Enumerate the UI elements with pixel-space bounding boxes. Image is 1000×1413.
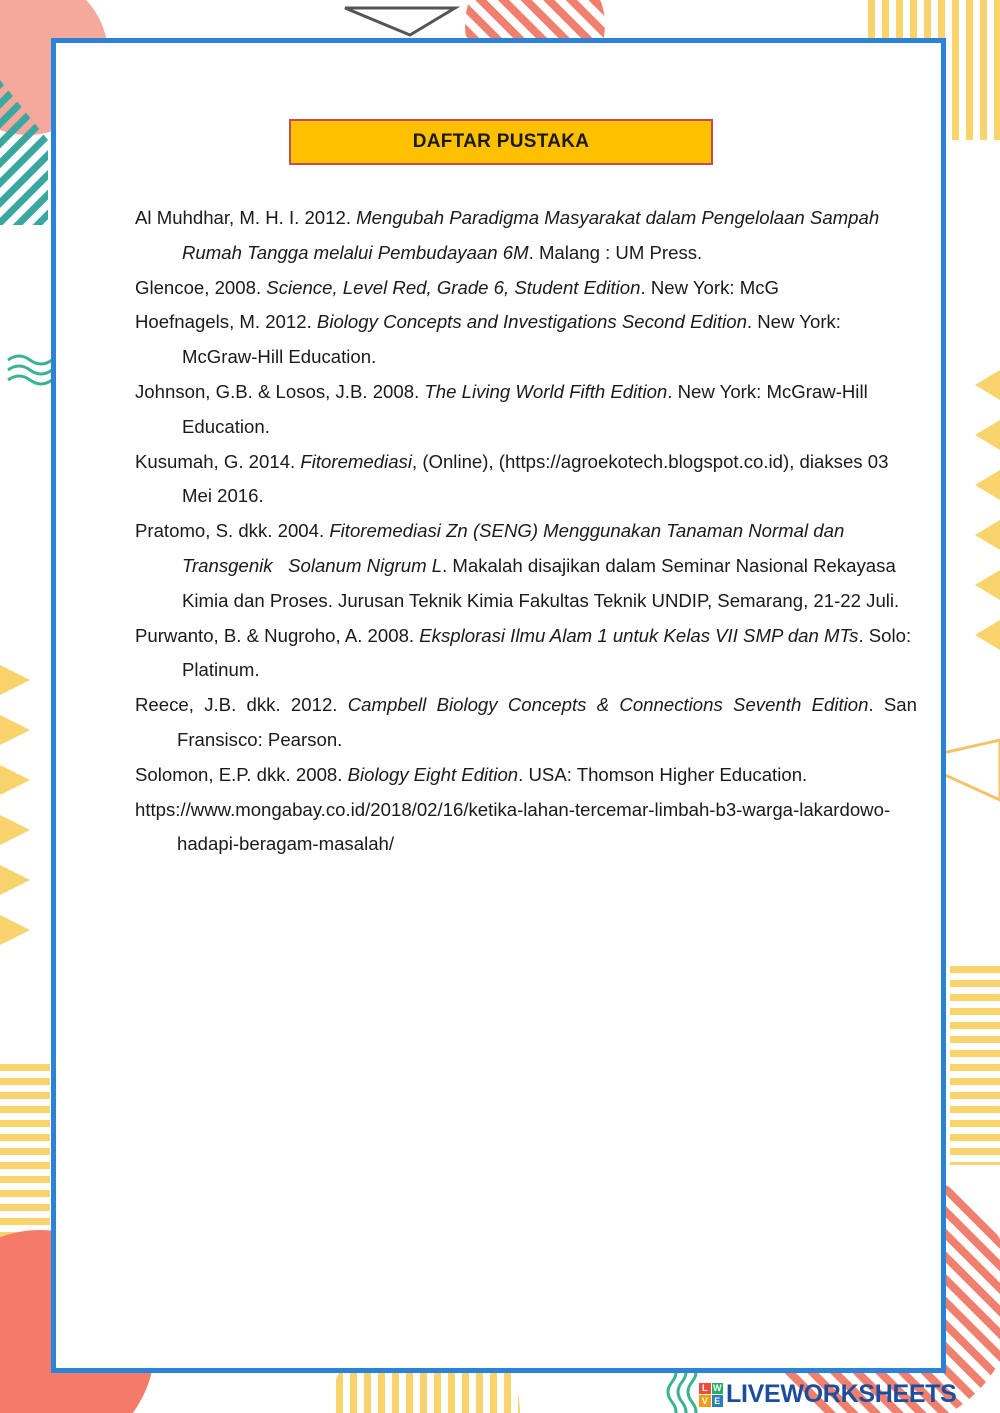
reference-item: Reece, J.B. dkk. 2012. Campbell Biology Concepts & Connections Seventh Edition. San Fransisco: Pearson. bbox=[135, 694, 917, 750]
reference-item: Purwanto, B. & Nugroho, A. 2008. Eksplorasi Ilmu Alam 1 untuk Kelas VII SMP dan MTs. Solo: Platinum. bbox=[135, 624, 912, 681]
reference-item: Hoefnagels, M. 2012. Biology Concepts and Investigations Second Edition. New York: McGraw-Hill Education. bbox=[135, 311, 841, 368]
reference-item: Glencoe, 2008. Science, Level Red, Grade 6, Student Edition. New York: McG bbox=[135, 276, 779, 298]
liveworksheets-watermark bbox=[699, 1376, 999, 1413]
title-box bbox=[289, 119, 713, 165]
reference-list bbox=[135, 201, 917, 862]
yellow-triangles-left bbox=[0, 665, 30, 945]
triangle-outline-top bbox=[345, 8, 455, 35]
watermark-text: LIVEWORKSHEETS bbox=[726, 1380, 957, 1408]
yellow-triangles-right bbox=[975, 370, 1000, 650]
yellow-stripes-right bbox=[950, 965, 1000, 1165]
reference-item: Johnson, G.B. & Losos, J.B. 2008. The Living World Fifth Edition. New York: McGraw-Hill Education. bbox=[135, 380, 868, 437]
reference-item: Al Muhdhar, M. H. I. 2012. Mengubah Paradigma Masyarakat dalam Pengelolaan Sampah Rumah Tangga melalui Pembudayaan 6M. Malang : UM Press. bbox=[135, 207, 880, 263]
yellow-stripes-bottom-left bbox=[0, 1060, 50, 1260]
reference-item: Solomon, E.P. dkk. 2008. Biology Eight Edition. USA: Thomson Higher Education. bbox=[135, 763, 808, 785]
liveworksheets-logo-icon: L W V E bbox=[699, 1383, 723, 1407]
reference-url-item: https://www.mongabay.co.id/2018/02/16/ketika-lahan-tercemar-limbah-b3-warga-lakardowo-hadapi-beragam-masalah/ bbox=[135, 798, 891, 855]
reference-item: Pratomo, S. dkk. 2004. Fitoremediasi Zn (SENG) Menggunakan Tanaman Normal dan Transgenik Solanum Nigrum L. Makalah disajikan dalam Seminar Nasional Rekayasa Kimia dan Proses. Jurusan Teknik Kimia Fakultas Teknik UNDIP, Semarang, 21-22 Juli. bbox=[135, 520, 900, 611]
reference-item: Kusumah, G. 2014. Fitoremediasi, (Online), (https://agroekotech.blogspot.co.id), diakses 03 Mei 2016. bbox=[135, 450, 889, 507]
page-title: DAFTAR PUSTAKA bbox=[412, 131, 590, 152]
